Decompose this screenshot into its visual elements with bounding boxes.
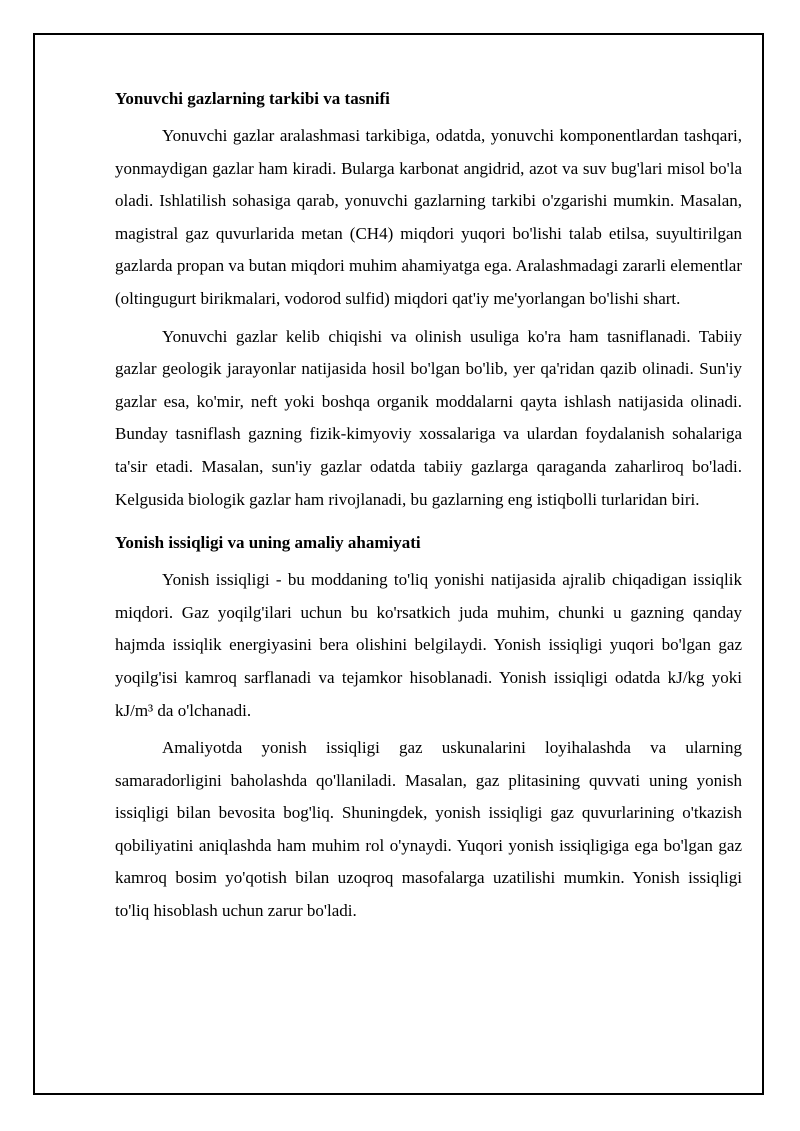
paragraph: Yonuvchi gazlar aralashmasi tarkibiga, odatda, yonuvchi komponentlardan tashqari, yonmaydigan gazlar ham kiradi. Bularga karbonat angidrid, azot va suv bug'lari misol bo'la oladi. Ishlatilish sohasiga qarab, yonuvchi gazlarning tarkibi o'zgarishi mumkin. Masalan, magistral gaz quvurlarida metan (CH4) miqdori yuqori bo'lishi talab etilsa, suyultirilgan gazlarda propan va butan miqdori muhim ahamiyatga ega. Aralashmadagi zararli elementlar (oltingugurt birikmalari, vodorod sulfid) miqdori qat'iy me'yorlangan bo'lishi shart. (115, 126, 742, 308)
document-body (115, 86, 742, 933)
paragraph: Yonuvchi gazlar kelib chiqishi va olinish usuliga ko'ra ham tasniflanadi. Tabiiy gazlar geologik jarayonlar natijasida hosil bo'lgan bo'lib, yer qa'ridan qazib olinadi. Sun'iy gazlar esa, ko'mir, neft yoki boshqa organik moddalarni qayta ishlash natijasida olinadi. Bunday tasniflash gazning fizik-kimyoviy xossalariga va ulardan foydalanish sohalariga ta'sir etadi. Masalan, sun'iy gazlar odatda tabiiy gazlarga qaraganda zaharliroq bo'ladi. Kelgusida biologik gazlar ham rivojlanadi, bu gazlarning eng istiqbolli turlaridan biri. (115, 326, 742, 509)
paragraph: Amaliyotda yonish issiqligi gaz uskunalarini loyihalashda va ularning samaradorligini baholashda qo'llaniladi. Masalan, gaz plitasining quvvati uning yonish issiqligi bilan bevosita bog'liq. Shuningdek, yonish issiqligi gaz quvurlarining o'tkazish qobiliyatini aniqlashda ham muhim rol o'ynaydi. Yuqori yonish issiqligiga ega bo'lgan gaz kamroq bosim yo'qotish bilan uzoqroq masofalarga uzatilishi mumkin. Yonish issiqligi to'liq hisoblash uchun zarur bo'ladi. (115, 738, 742, 921)
section-heading-composition: Yonuvchi gazlarning tarkibi va tasnifi (115, 89, 390, 108)
paragraph: Yonish issiqligi - bu moddaning to'liq yonishi natijasida ajralib chiqadigan issiqlik miqdori. Gaz yoqilg'ilari uchun bu ko'rsatkich juda muhim, chunki u gazning qanday hajmda issiqlik energiyasini bera olishini belgilaydi. Yonish issiqligi yuqori bo'lgan gaz yoqilg'isi kamroq sarflanadi va tejamkor hisoblanadi. Yonish issiqligi odatda kJ/kg yoki kJ/m³ da o'lchanadi. (115, 570, 742, 720)
section-heading-heat-of-combustion: Yonish issiqligi va uning amaliy ahamiyati (115, 533, 421, 553)
